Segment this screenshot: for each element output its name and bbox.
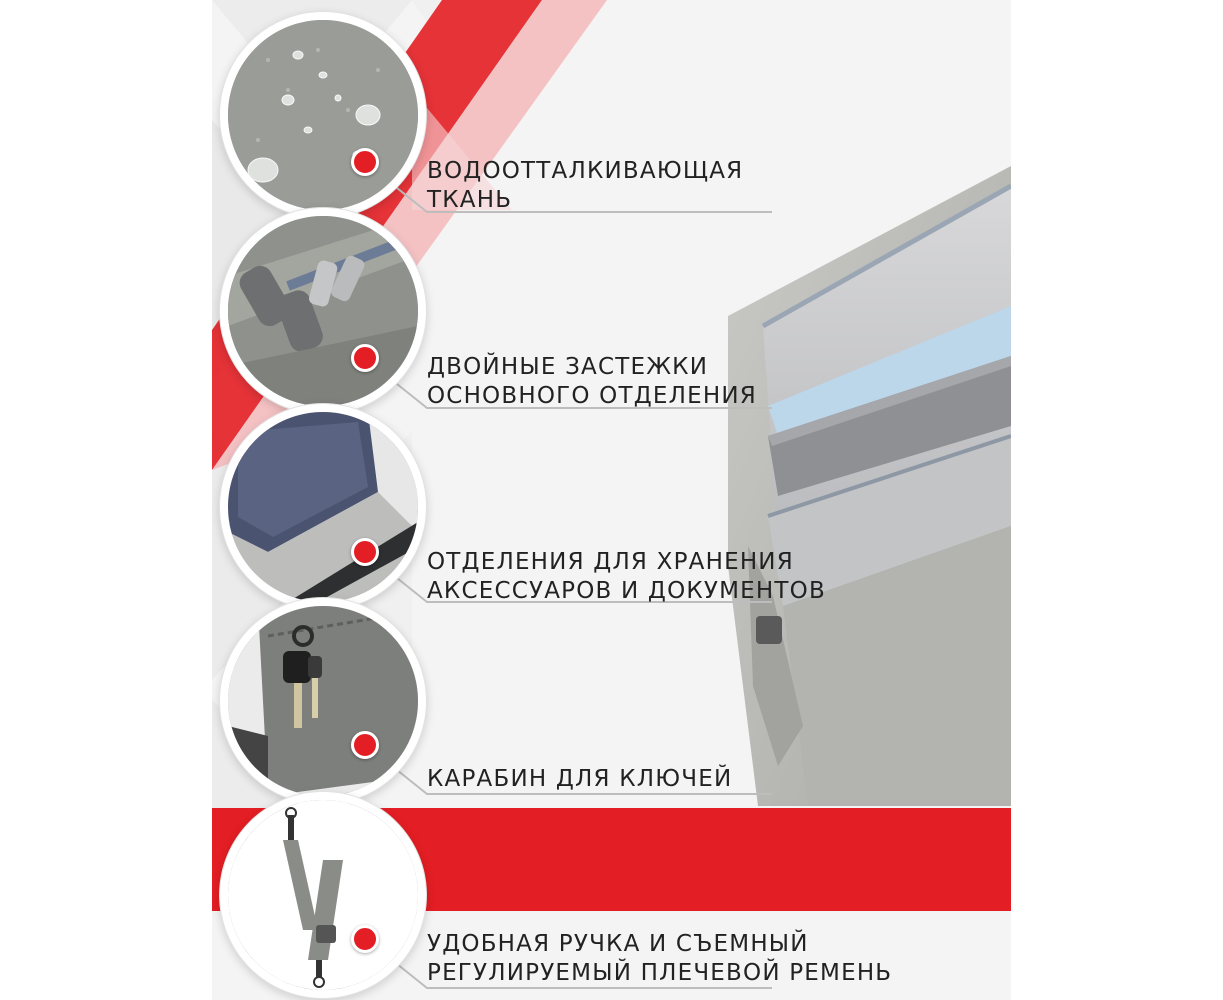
caption-line-1: КАРАБИН ДЛЯ КЛЮЧЕЙ — [427, 766, 733, 792]
double-zipper-icon — [220, 208, 426, 414]
caption-line-2: ОСНОВНОГО ОТДЕЛЕНИЯ — [427, 383, 757, 409]
infographic-panel — [212, 0, 1011, 1000]
caption-line-2: ТКАНЬ — [427, 187, 513, 213]
red-marker-dot — [351, 344, 379, 372]
red-marker-dot — [351, 731, 379, 759]
feature-caption — [427, 548, 826, 606]
caption-line-1: УДОБНАЯ РУЧКА И СЪЕМНЫЙ — [427, 931, 809, 957]
inner-compartment-icon — [220, 404, 426, 610]
caption-line-2: АКСЕССУАРОВ И ДОКУМЕНТОВ — [427, 578, 826, 604]
caption-line-1: ДВОЙНЫЕ ЗАСТЕЖКИ — [427, 354, 709, 380]
key-carabiner-icon — [220, 598, 426, 804]
red-marker-dot — [351, 925, 379, 953]
red-marker-dot — [351, 538, 379, 566]
feature-caption — [427, 765, 732, 794]
feature-caption — [427, 353, 757, 411]
feature-caption — [427, 930, 892, 988]
caption-line-2: РЕГУЛИРУЕМЫЙ ПЛЕЧЕВОЙ РЕМЕНЬ — [427, 960, 893, 986]
caption-line-1: ОТДЕЛЕНИЯ ДЛЯ ХРАНЕНИЯ — [427, 549, 794, 575]
shoulder-strap-icon — [220, 792, 426, 998]
bag-photo — [668, 166, 1011, 806]
caption-line-1: ВОДООТТАЛКИВАЮЩАЯ — [427, 158, 744, 184]
